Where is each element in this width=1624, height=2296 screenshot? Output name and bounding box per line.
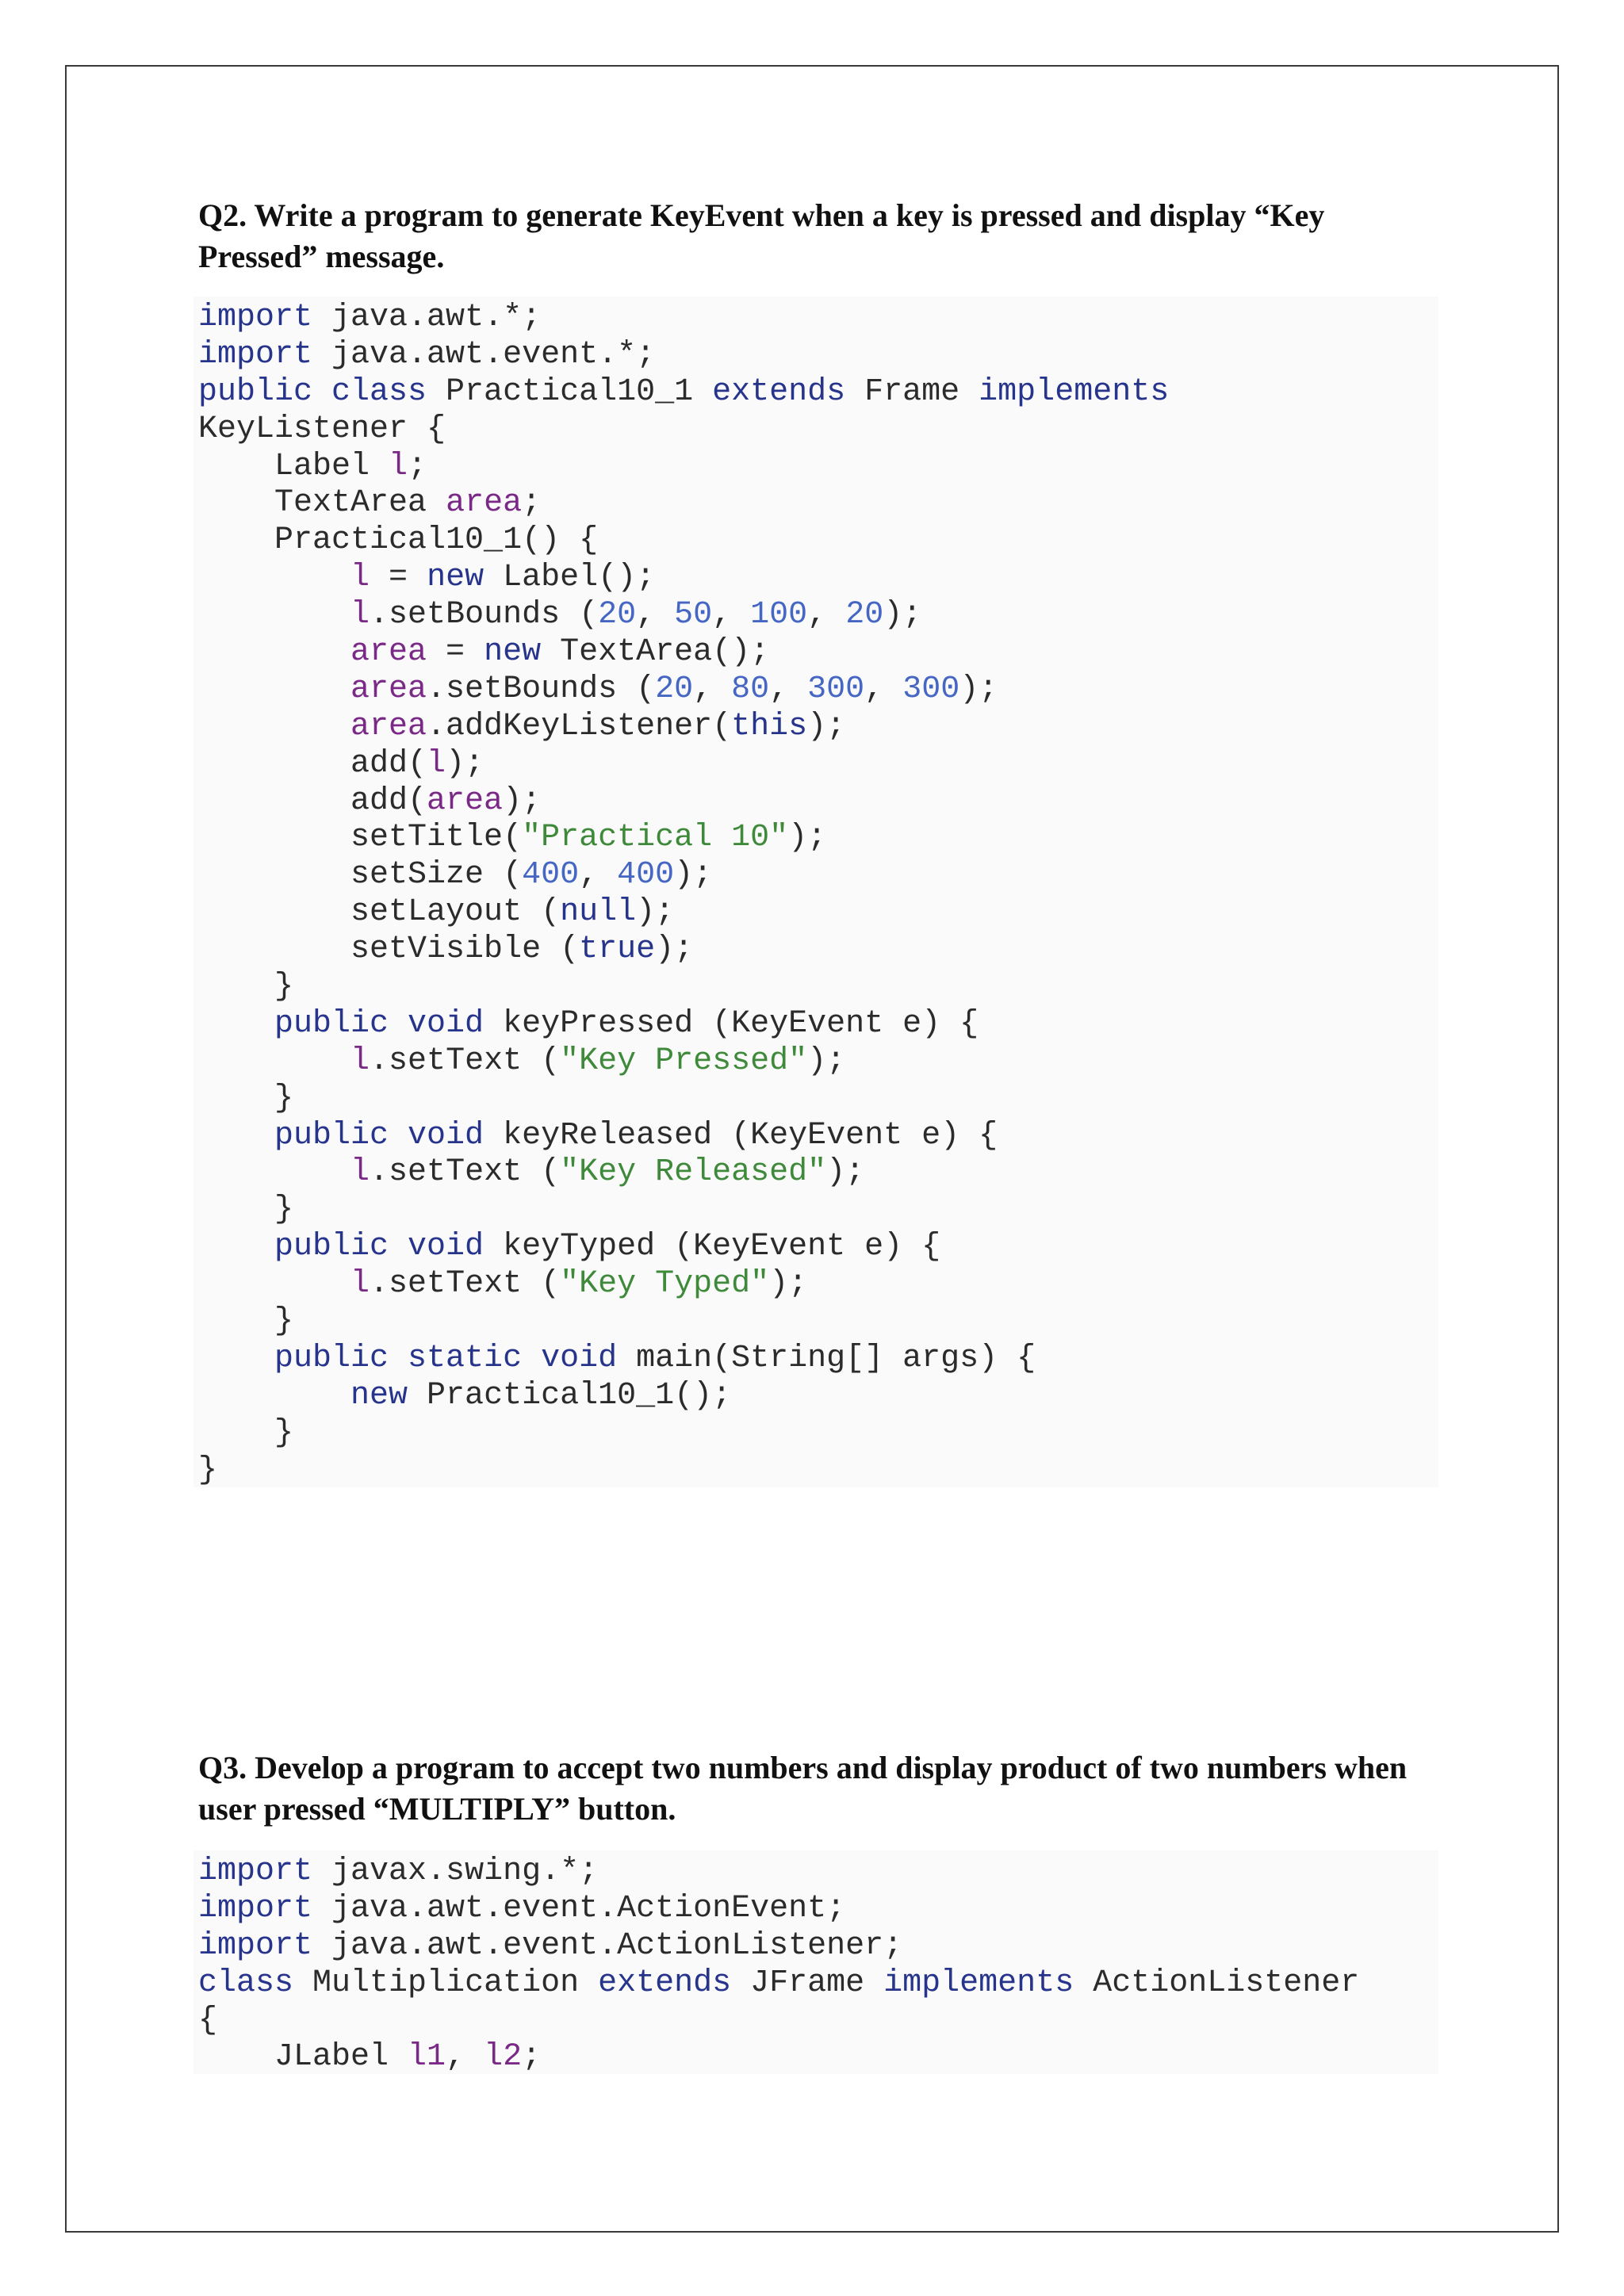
code-token: true: [579, 932, 656, 968]
code-token: 400: [617, 857, 675, 894]
code-token: add(: [198, 745, 427, 782]
code-token: ,: [693, 671, 732, 707]
code-line: [198, 746, 1438, 783]
code-token: import: [198, 300, 313, 335]
code-line: [198, 2003, 1438, 2040]
code-token: new: [484, 634, 542, 671]
code-token: 80: [731, 671, 770, 707]
code-token: );: [674, 857, 713, 894]
code-token: );: [446, 745, 485, 782]
code-token: );: [636, 894, 675, 931]
code-line: [198, 1154, 1438, 1192]
code-token: java.awt.event.ActionListener;: [312, 1927, 903, 1964]
code-token: .addKeyListener(: [427, 708, 732, 744]
code-token: [198, 597, 350, 633]
code-token: setSize (: [198, 857, 523, 894]
code-token: "Key Released": [560, 1154, 827, 1191]
code-line: [198, 1891, 1438, 1928]
code-token: 50: [674, 597, 713, 633]
code-token: import: [198, 1927, 313, 1964]
code-token: 300: [807, 671, 865, 707]
code-token: Practical10_1();: [408, 1377, 732, 1414]
code-token: add(: [198, 783, 427, 819]
code-token: 20: [655, 671, 694, 707]
code-token: keyPressed (KeyEvent e) {: [484, 1005, 979, 1042]
code-line: [198, 1118, 1438, 1155]
code-line: [198, 857, 1438, 894]
code-token: );: [807, 1043, 846, 1079]
code-token: Frame: [845, 373, 979, 410]
code-token: implements: [979, 373, 1170, 410]
code-line: [198, 1192, 1438, 1229]
code-line: [198, 1081, 1438, 1118]
code-line: [198, 1928, 1438, 1965]
code-token: 400: [522, 857, 580, 894]
code-token: Multiplication: [293, 1965, 599, 2001]
code-token: ,: [712, 597, 751, 633]
code-token: ,: [864, 671, 903, 707]
code-token: [198, 560, 350, 595]
code-token: 20: [845, 597, 884, 633]
code-token: [198, 634, 350, 670]
code-token: l1: [408, 2039, 446, 2074]
code-token: }: [198, 969, 294, 1005]
code-token: }: [198, 1452, 218, 1487]
code-token: .setText (: [370, 1154, 561, 1191]
code-line: [198, 1266, 1438, 1303]
code-token: }: [198, 1303, 294, 1340]
code-token: =: [427, 634, 485, 671]
code-token: java.awt.event.ActionEvent;: [312, 1890, 846, 1927]
code-line: [198, 300, 1438, 337]
code-token: import: [198, 1890, 313, 1927]
code-line: [198, 1006, 1438, 1043]
code-token: l: [350, 560, 370, 596]
code-token: KeyListener {: [198, 411, 446, 447]
code-line: [198, 709, 1438, 746]
code-token: 300: [902, 671, 960, 707]
code-token: "Key Typed": [560, 1266, 770, 1303]
code-token: [198, 1043, 350, 1079]
code-token: public void: [274, 1005, 485, 1042]
code-token: public void: [274, 1229, 485, 1265]
code-token: [198, 1154, 350, 1190]
code-token: );: [959, 671, 998, 707]
code-token: JLabel: [198, 2039, 408, 2074]
code-token: [198, 1378, 350, 1414]
code-token: area: [427, 783, 504, 819]
code-token: new: [350, 1377, 408, 1414]
code-line: [198, 374, 1438, 411]
code-line: [198, 894, 1438, 932]
code-token: import: [198, 336, 313, 373]
code-token: [198, 1118, 274, 1154]
code-line: [198, 969, 1438, 1006]
code-token: .setBounds (: [370, 597, 599, 633]
code-line: [198, 634, 1438, 672]
code-token: class: [198, 1965, 294, 2001]
code-token: [198, 672, 350, 707]
code-line: [198, 1965, 1438, 2003]
code-token: );: [807, 708, 846, 744]
code-token: );: [503, 783, 542, 819]
code-line: [198, 1229, 1438, 1266]
code-token: [198, 1266, 350, 1302]
code-token: }: [198, 1080, 294, 1116]
code-token: }: [198, 1192, 294, 1228]
code-token: =: [370, 560, 427, 596]
code-token: );: [769, 1266, 808, 1303]
code-line: [198, 597, 1438, 634]
code-token: extends: [598, 1965, 732, 2001]
code-line: [198, 411, 1438, 449]
code-line: [198, 2039, 1438, 2074]
code-token: l: [350, 597, 370, 633]
code-token: java.awt.*;: [312, 300, 542, 335]
code-token: l2: [484, 2039, 523, 2074]
code-token: area: [350, 708, 427, 744]
code-line: [198, 932, 1438, 969]
code-token: area: [350, 671, 427, 707]
code-token: public static void: [274, 1340, 618, 1376]
code-line: [198, 1854, 1438, 1891]
code-token: ;: [408, 448, 427, 484]
code-line: [198, 1415, 1438, 1452]
code-token: Practical10_1: [427, 373, 713, 410]
code-token: [198, 1229, 274, 1265]
code-line: [198, 449, 1438, 486]
code-line: [198, 1043, 1438, 1081]
code-token: keyTyped (KeyEvent e) {: [484, 1229, 941, 1265]
code-line: [198, 783, 1438, 821]
code-token: ActionListener: [1074, 1965, 1360, 2001]
code-line: [198, 560, 1438, 597]
code-token: l: [350, 1154, 370, 1191]
code-line: [198, 1452, 1438, 1487]
code-token: keyReleased (KeyEvent e) {: [484, 1117, 998, 1154]
code-token: 100: [750, 597, 808, 633]
code-token: setLayout (: [198, 894, 561, 931]
code-token: l: [389, 448, 408, 484]
code-token: setTitle(: [198, 820, 523, 856]
code-token: ;: [522, 2039, 542, 2074]
code-token: l: [427, 745, 446, 782]
code-line: [198, 522, 1438, 560]
code-token: .setText (: [370, 1043, 561, 1079]
code-line: [198, 485, 1438, 522]
code-token: "Practical 10": [522, 820, 789, 856]
code-line: [198, 1341, 1438, 1378]
code-token: .setBounds (: [427, 671, 656, 707]
code-token: new: [427, 560, 485, 596]
code-block-q2: [193, 297, 1438, 1487]
code-token: JFrame: [731, 1965, 884, 2001]
code-token: area: [350, 634, 427, 671]
code-token: {: [198, 2002, 218, 2038]
code-token: java.awt.event.*;: [312, 336, 656, 373]
code-token: [198, 709, 350, 744]
code-token: ,: [636, 597, 675, 633]
code-token: TextArea();: [541, 634, 770, 671]
code-token: );: [883, 597, 922, 633]
code-token: public class: [198, 373, 427, 410]
code-token: area: [446, 485, 523, 522]
code-line: [198, 1378, 1438, 1415]
code-token: [198, 1006, 274, 1042]
code-token: ,: [446, 2039, 485, 2074]
code-token: ,: [807, 597, 846, 633]
code-token: this: [731, 708, 808, 744]
code-line: [198, 672, 1438, 709]
code-line: [198, 1303, 1438, 1341]
code-token: Label: [198, 448, 389, 484]
code-token: implements: [883, 1965, 1074, 2001]
code-token: main(String[] args) {: [617, 1340, 1036, 1376]
code-token: .setText (: [370, 1266, 561, 1303]
code-token: l: [350, 1043, 370, 1079]
code-line: [198, 820, 1438, 857]
code-line: [198, 337, 1438, 374]
code-token: );: [826, 1154, 865, 1191]
question-heading-q2: Q2. Write a program to generate KeyEvent when a key is pressed and display “Key Pressed” message.: [198, 197, 1325, 274]
code-token: );: [788, 820, 827, 856]
code-token: "Key Pressed": [560, 1043, 808, 1079]
code-token: }: [198, 1414, 294, 1451]
code-token: extends: [712, 373, 846, 410]
code-token: );: [655, 932, 694, 968]
code-token: setVisible (: [198, 932, 580, 968]
code-token: ;: [522, 485, 542, 522]
code-block-q3: [193, 1850, 1438, 2074]
code-token: TextArea: [198, 485, 446, 522]
code-token: 20: [598, 597, 637, 633]
code-token: import: [198, 1854, 313, 1889]
code-token: [198, 1341, 274, 1376]
code-token: null: [560, 894, 637, 931]
code-token: ,: [579, 857, 618, 894]
code-token: l: [350, 1266, 370, 1303]
code-token: public void: [274, 1117, 485, 1154]
code-token: Label();: [484, 560, 656, 596]
code-token: Practical10_1() {: [198, 522, 599, 559]
question-heading-q3: Q3. Develop a program to accept two numbers and display product of two numbers when user pressed “MULTIPLY” button.: [198, 1750, 1408, 1827]
code-token: javax.swing.*;: [312, 1854, 599, 1889]
code-token: ,: [769, 671, 808, 707]
